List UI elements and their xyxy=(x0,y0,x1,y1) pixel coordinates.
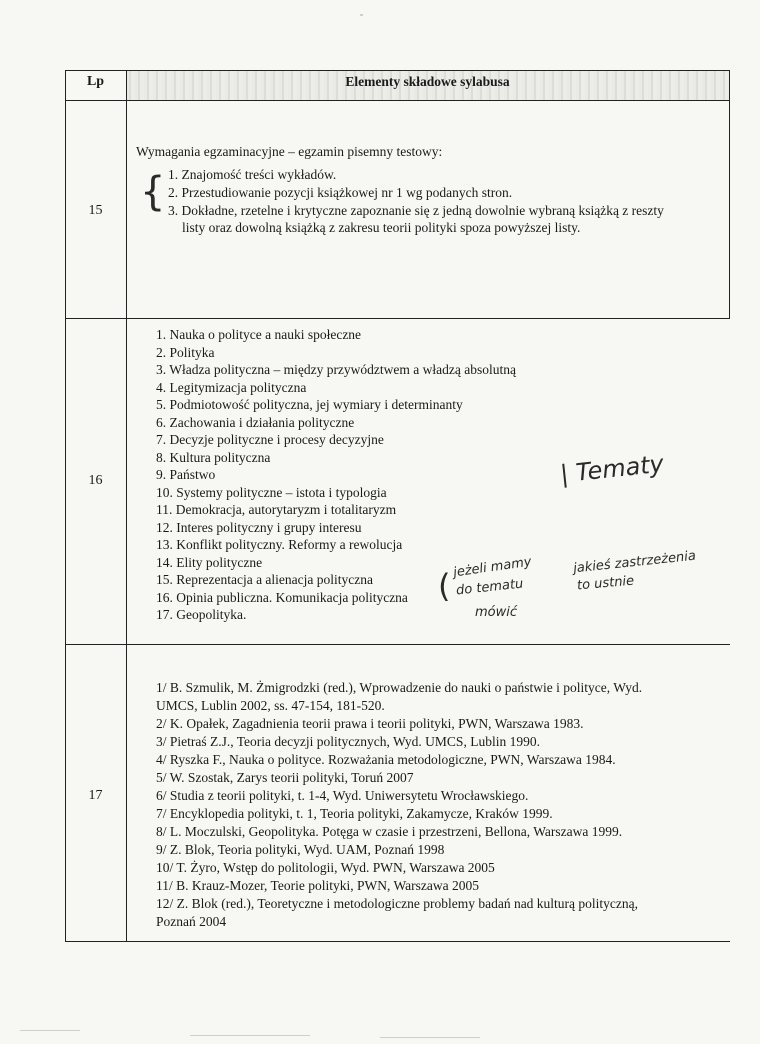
list-item: 16. Opinia publiczna. Komunikacja polityczna xyxy=(156,589,408,605)
literature-item: UMCS, Lublin 2002, ss. 47-154, 181-520. xyxy=(156,698,385,713)
row-number-15: 15 xyxy=(88,203,103,218)
row-number-17: 17 xyxy=(88,788,103,803)
literature-item: 9/ Z. Blok, Teoria polityki, Wyd. UAM, Poznań 1998 xyxy=(156,842,445,857)
list-item: 5. Podmiotowość polityczna, jej wymiary i determinanty xyxy=(156,397,463,412)
list-item: 9. Państwo xyxy=(156,467,216,482)
list-item: 7. Decyzje polityczne i procesy decyzyjne xyxy=(156,432,384,447)
handwritten-note: jakieś zastrzeżenia xyxy=(572,548,697,577)
literature-item: 3/ Pietraś Z.J., Teoria decyzji politycznych, Wyd. UMCS, Lublin 1990. xyxy=(156,734,540,749)
scan-speck xyxy=(380,1037,480,1038)
list-item: 6. Zachowania i działania polityczne xyxy=(156,414,355,430)
column-divider xyxy=(126,70,127,942)
exam-requirement-item: 3. Dokładne, rzetelne i krytyczne zapoznanie się z jedną dowolnie wybraną książką z reszty xyxy=(168,203,664,218)
scan-speck xyxy=(360,14,363,16)
handwritten-note: mówić xyxy=(475,605,518,620)
header-divider xyxy=(65,100,730,101)
handwritten-brace: { xyxy=(140,169,166,215)
list-item: 12. Interes polityczny i grupy interesu xyxy=(156,519,362,535)
list-item: 10. Systemy polityczne – istota i typologia xyxy=(156,484,387,500)
handwritten-note: to ustnie xyxy=(576,573,635,594)
scan-speck xyxy=(190,1035,310,1036)
literature-item: 12/ Z. Blok (red.), Teoretyczne i metodologiczne problemy badań nad kulturą polityczną, xyxy=(156,896,639,911)
list-item: 3. Władza polityczna – między przywództwem a władzą absolutną xyxy=(156,362,516,377)
exam-requirement-item: 1. Znajomość treści wykładów. xyxy=(168,167,337,182)
literature-item: 5/ W. Szostak, Zarys teorii polityki, Toruń 2007 xyxy=(156,770,414,785)
literature-item: 6/ Studia z teorii polityki, t. 1-4, Wyd. Uniwersytetu Wrocławskiego. xyxy=(156,788,529,803)
list-item: 2. Polityka xyxy=(156,344,215,360)
list-item: 8. Kultura polityczna xyxy=(156,449,271,465)
literature-item: 4/ Ryszka F., Nauka o polityce. Rozważania metodologiczne, PWN, Warszawa 1984. xyxy=(156,752,616,767)
list-item: 13. Konflikt polityczny. Reformy a rewolucja xyxy=(156,537,403,552)
list-item: 15. Reprezentacja a alienacja polityczna xyxy=(156,572,374,587)
row-divider-16-17 xyxy=(65,644,730,645)
handwritten-note: jeżeli mamy xyxy=(452,554,533,581)
literature-item: 7/ Encyklopedia polityki, t. 1, Teoria polityki, Zakamycze, Kraków 1999. xyxy=(156,806,553,821)
handwritten-note-topics: | Tematy xyxy=(558,449,666,489)
literature-item: 11/ B. Krauz-Mozer, Teorie polityki, PWN, Warszawa 2005 xyxy=(156,878,479,893)
literature-item: 8/ L. Moczulski, Geopolityka. Potęga w czasie i przestrzeni, Bellona, Warszawa 1999. xyxy=(156,824,623,839)
handwritten-brace: ( xyxy=(438,567,451,605)
exam-requirement-item: listy oraz dowolną książką z zakresu teorii polityki spoza powyższej listy. xyxy=(182,220,581,235)
list-item: 4. Legitymizacja polityczna xyxy=(156,379,307,395)
handwritten-note: do tematu xyxy=(455,576,525,599)
table-border-right xyxy=(729,70,730,319)
literature-item: 10/ T. Żyro, Wstęp do politologii, Wyd. PWN, Warszawa 2005 xyxy=(156,860,495,875)
literature-item: Poznań 2004 xyxy=(156,914,227,929)
list-item: 11. Demokracja, autorytaryzm i totalitaryzm xyxy=(156,502,397,517)
list-item: 1. Nauka o polityce a nauki społeczne xyxy=(156,327,362,342)
table-border-left xyxy=(65,70,66,942)
literature-item: 2/ K. Opałek, Zagadnienia teorii prawa i teorii polityki, PWN, Warszawa 1983. xyxy=(156,716,584,731)
header-title: Elementy składowe sylabusa xyxy=(345,74,510,89)
literature-item: 1/ B. Szmulik, M. Żmigrodzki (red.), Wprowadzenie do nauki o państwie i polityce, Wyd. xyxy=(156,680,643,695)
scan-speck xyxy=(20,1030,80,1031)
row-divider-15-16 xyxy=(65,318,730,319)
exam-requirements-intro: Wymagania egzaminacyjne – egzamin pisemny testowy: xyxy=(136,144,443,159)
row-number-16: 16 xyxy=(88,473,103,488)
table-border-top xyxy=(65,70,730,71)
list-item: 17. Geopolityka. xyxy=(156,607,247,622)
list-item: 14. Elity polityczne xyxy=(156,554,263,570)
exam-requirement-item: 2. Przestudiowanie pozycji książkowej nr 1 wg podanych stron. xyxy=(168,185,513,200)
header-lp: Lp xyxy=(86,74,105,89)
table-border-bottom xyxy=(65,941,730,942)
syllabus-table xyxy=(65,70,730,943)
